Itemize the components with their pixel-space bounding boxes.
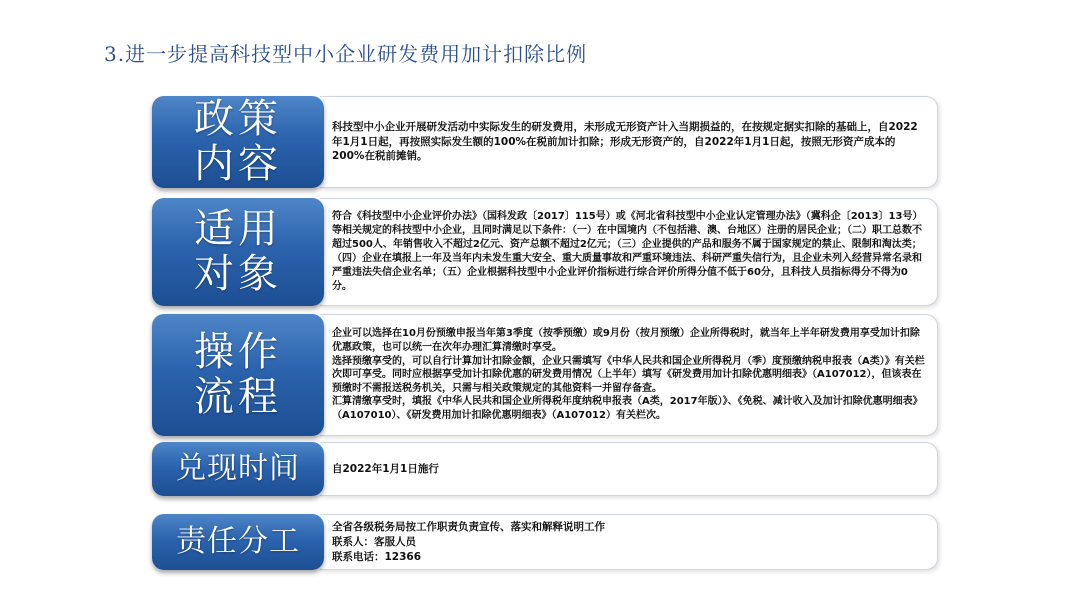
fulfillment-time-label <box>152 442 324 496</box>
label-line-2: 流程 <box>194 374 282 420</box>
label-line-1: 操作 <box>194 329 282 376</box>
operation-process-label <box>152 314 324 436</box>
applicable-target-label <box>152 198 324 306</box>
applicable-target-text: 符合《科技型中小企业评价办法》（国科发政〔2017〕115号）或《河北省科技型中小企业认定管理办法》（冀科企〔2013〕13号）等相关规定的科技型中小企业，且同时满足以下条件：（一）在中国境内（不包括港、澳、台地区）注册的居民企业；（二）职工总数不超过500人、年销售收入不超过2亿元、资产总额不超过2亿元；（三）企业提供的产品和服务不属于国家规定的禁止、限制和淘汰类；（四）企业在填报上一年及当年内未发生重大安全、重大质量事故和严重环境违法、科研严重失信行为，且企业未列入经营异常名录和严重违法失信企业名单；（五）企业根据科技型中小企业评价指标进行综合评价所得分值不低于60分，且科技人员指标得分不得为0分。 <box>332 211 923 292</box>
label-line-1: 责任分工 <box>176 524 300 560</box>
operation-process-box <box>320 314 938 436</box>
applicable-target-box <box>320 198 938 306</box>
policy-content-label <box>152 96 324 188</box>
operation-process-row <box>152 314 938 436</box>
operation-process-text-3: 汇算清缴享受时，填报《中华人民共和国企业所得税年度纳税申报表（A类，2017年版）》、《免税、减计收入及加计扣除优惠明细表》（A107010）、《研发费用加计扣除优惠明细表》（A107012）有关栏次。 <box>332 396 923 421</box>
policy-content-row <box>152 96 938 188</box>
fulfillment-time-box <box>320 442 938 496</box>
responsibility-label <box>152 514 324 570</box>
label-line-2: 内容 <box>194 141 282 187</box>
label-line-1: 政策 <box>194 96 282 143</box>
fulfillment-time-text: 自2022年1月1日施行 <box>332 462 439 475</box>
responsibility-row <box>152 514 938 570</box>
operation-process-text-1: 企业可以选择在10月份预缴申报当年第3季度（按季预缴）或9月份（按月预缴）企业所得税时，就当年上半年研发费用享受加计扣除优惠政策，也可以统一在次年办理汇算清缴时享受。 <box>332 328 920 354</box>
responsibility-text: 全省各级税务局按工作职责负责宣传、落实和解释说明工作 <box>332 520 605 533</box>
operation-process-text-2: 选择预缴享受的，可以自行计算加计扣除金额，企业只需填写《中华人民共和国企业所得税月（季）度预缴纳税申报表（A类）》有关栏次即可享受。同时应根据享受加计扣除优惠的研发费用情况（上半年）填写《研发费用加计扣除优惠明细表》（A107012），但该表在预缴时不需报送税务机关，只需与相关政策规定的其他资料一并留存备查。 <box>332 355 925 394</box>
label-line-2: 对象 <box>194 251 282 297</box>
label-line-1: 适用 <box>194 206 282 253</box>
page-title: 3.进一步提高科技型中小企业研发费用加计扣除比例 <box>104 42 588 66</box>
applicable-target-row <box>152 198 938 306</box>
responsibility-box <box>320 514 938 570</box>
policy-content-text: 科技型中小企业开展研发活动中实际发生的研发费用，未形成无形资产计入当期损益的，在按规定据实扣除的基础上，自2022年1月1日起，再按照实际发生额的100%在税前加计扣除；形成无形资产的，自2022年1月1日起，按照无形资产成本的200%在税前摊销。 <box>332 121 918 163</box>
contact-person: 联系人：客服人员 <box>332 535 416 548</box>
fulfillment-time-row <box>152 442 938 496</box>
policy-content-box <box>320 96 938 188</box>
contact-phone: 联系电话：12366 <box>332 550 422 563</box>
label-line-1: 兑现时间 <box>176 451 300 487</box>
